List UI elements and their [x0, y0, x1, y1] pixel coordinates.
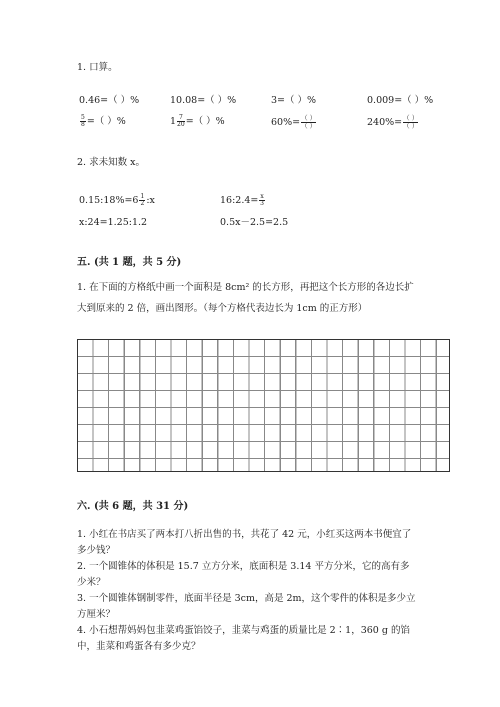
question-text: 多少钱？ — [77, 545, 116, 556]
oral-calc-item: 3=（ ）% — [271, 95, 317, 106]
question-text: 大到原来的 2 倍，画出图形。（每个方格代表边长为 1cm 的正方形） — [77, 303, 368, 314]
square-grid-paper — [77, 339, 450, 472]
oral-calc-item: 1 $\frac{7}{20}$ =（ ）% — [170, 114, 225, 128]
blank-fraction: （ ） （ ） — [301, 114, 317, 130]
oral-calc-item: $\frac{5}{8}$ =（ ）% — [81, 114, 126, 128]
question-text: 中，韭菜和鸡蛋各有多少克？ — [77, 641, 201, 652]
question-text: 少米？ — [77, 577, 106, 588]
oral-calc-item: 60%= （ ） （ ） — [271, 114, 317, 130]
fraction: $\frac{1}{2}$ — [140, 193, 145, 207]
oral-calc-item: 240%= （ ） （ ） — [367, 114, 419, 130]
question-text: 2. 一个圆锥体的体积是 15.7 立方分米，底面积是 3.14 平方分米，它的高有多 — [77, 561, 410, 572]
blank-fraction: （ ） （ ） — [403, 114, 419, 130]
fraction: $\frac{5}{8}$ — [81, 114, 85, 128]
equation: 0.15:18%=6 $\frac{1}{2}$ :x — [79, 193, 155, 207]
question-text: 4. 小石想帮妈妈包韭菜鸡蛋馅饺子，韭菜与鸡蛋的质量比是 2∶1，360 g 的馅 — [77, 625, 410, 636]
oral-calc-item: 10.08=（ ）% — [170, 95, 237, 106]
fraction: $\frac{x}{3}$ — [260, 193, 264, 207]
fraction: $\frac{7}{20}$ — [177, 114, 185, 128]
oral-calc-item: 0.46=（ ）% — [79, 95, 140, 106]
question-text: 方厘米？ — [77, 609, 116, 620]
question-text: 3. 一个圆锥体钢制零件，底面半径是 3cm，高是 2m，这个零件的体积是多少立 — [77, 593, 416, 604]
oral-calc-item: 0.009=（ ）% — [367, 95, 434, 106]
section1-title: 1. 口算。 — [77, 62, 118, 73]
question-text: 1. 小红在书店买了两本打八折出售的书，共花了 42 元，小红买这两本书便宜了 — [77, 529, 412, 540]
section2-title: 2. 求未知数 x。 — [77, 157, 145, 168]
equation: 0.5x－2.5=2.5 — [220, 217, 289, 228]
equation: 16:2.4= $\frac{x}{3}$ — [220, 193, 264, 207]
question-text: 1. 在下面的方格纸中画一个面积是 8cm² 的长方形，再把这个长方形的各边长扩 — [77, 282, 414, 293]
equation: x:24=1.25:1.2 — [79, 217, 148, 228]
section6-heading: 六. (共 6 题，共 31 分) — [77, 501, 189, 512]
section5-heading: 五. (共 1 题，共 5 分) — [77, 257, 182, 268]
